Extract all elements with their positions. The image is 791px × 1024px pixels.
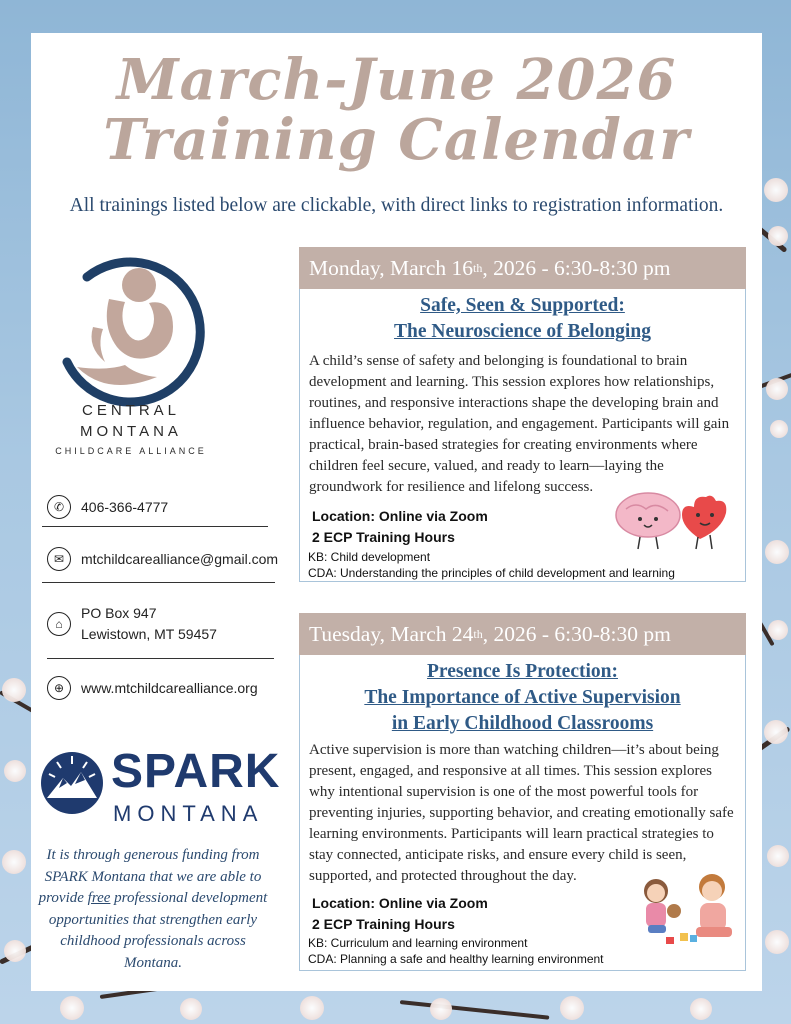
blossom bbox=[767, 845, 789, 867]
funding-statement bbox=[35, 845, 271, 974]
org-name-line2: MONTANA bbox=[80, 423, 182, 440]
blossom bbox=[765, 930, 789, 954]
page-title-line1: March-June 2026 bbox=[116, 47, 677, 113]
teacher-child-illustration-icon bbox=[636, 871, 740, 947]
mail-icon: ✉ bbox=[47, 547, 71, 571]
blossom bbox=[764, 178, 788, 202]
montana-wordmark: MONTANA bbox=[113, 801, 264, 826]
funding-text-b: professional development opportunities that strengthen early childhood professionals across Montana. bbox=[48, 890, 268, 971]
blossom bbox=[764, 720, 788, 744]
website-url: www.mtchildcarealliance.org bbox=[81, 679, 258, 696]
blossom bbox=[300, 996, 324, 1020]
divider bbox=[42, 526, 268, 527]
phone-icon: ✆ bbox=[47, 495, 71, 519]
globe-icon: ⊕ bbox=[47, 676, 71, 700]
central-montana-logo-icon bbox=[47, 247, 207, 407]
event-time: , 2026 - 6:30-8:30 pm bbox=[482, 255, 671, 280]
org-name-line3: CHILDCARE ALLIANCE bbox=[55, 446, 207, 456]
divider bbox=[42, 582, 275, 583]
page-title-line2: Training Calendar bbox=[103, 107, 690, 173]
event-2-kb: KB: Curriculum and learning environment bbox=[308, 936, 528, 950]
event-2-hours: 2 ECP Training Hours bbox=[312, 916, 455, 932]
contact-website[interactable] bbox=[47, 676, 258, 700]
phone-number: 406-366-4777 bbox=[81, 498, 169, 515]
contact-phone[interactable] bbox=[47, 495, 168, 519]
contact-address bbox=[47, 603, 217, 645]
blossom bbox=[690, 998, 712, 1020]
blossom bbox=[2, 850, 26, 874]
event-2-location: Location: Online via Zoom bbox=[312, 895, 488, 911]
event-2-title-line2[interactable]: The Importance of Active Supervision bbox=[364, 687, 681, 708]
branch bbox=[400, 1000, 550, 1020]
event-1-title-line2[interactable]: The Neuroscience of Belonging bbox=[394, 321, 651, 342]
brain-heart-illustration-icon bbox=[612, 489, 732, 551]
spark-mountain-icon bbox=[39, 750, 105, 816]
funding-emphasis: free bbox=[87, 890, 111, 906]
blossom bbox=[180, 998, 202, 1020]
event-date: Tuesday, March 24 bbox=[309, 621, 474, 646]
org-name-line1: CENTRAL bbox=[81, 402, 180, 419]
event-1-kb: KB: Child development bbox=[308, 550, 431, 564]
event-1-description: A child’s sense of safety and belonging is foundational to brain development and learning. This session explores how relationships, routines, and responsive interactions shape the developing brain and influence behavior, regulation, and engagement. Participants will gain practical, brain-based strategies for creating environments where children feel secure, valued, and ready to learn—laying the groundwork for resilience and lifelong success. bbox=[309, 353, 730, 495]
blossom bbox=[560, 996, 584, 1020]
blossom bbox=[768, 620, 788, 640]
subtitle: All trainings listed below are clickable, with direct links to registration information. bbox=[69, 195, 724, 216]
blossom bbox=[765, 540, 789, 564]
divider bbox=[47, 658, 274, 659]
event-2-title-line3[interactable]: in Early Childhood Classrooms bbox=[391, 713, 654, 734]
blossom bbox=[4, 760, 26, 782]
blossom bbox=[768, 226, 788, 246]
email-address: mtchildcarealliance@gmail.com bbox=[81, 550, 279, 567]
address-line2: Lewistown, MT 59457 bbox=[81, 626, 217, 642]
event-1-date-header: Monday, March 16 th , 2026 - 6:30-8:30 pm bbox=[299, 247, 746, 289]
event-2-date-header: Tuesday, March 24 th , 2026 - 6:30-8:30 pm bbox=[299, 613, 746, 655]
event-1-cda: CDA: Understanding the principles of child development and learning bbox=[308, 566, 675, 580]
event-1-hours: 2 ECP Training Hours bbox=[312, 529, 455, 545]
blossom bbox=[60, 996, 84, 1020]
contact-email[interactable] bbox=[47, 547, 278, 571]
event-2-cda: CDA: Planning a safe and healthy learning environment bbox=[308, 952, 604, 966]
address-line1: PO Box 947 bbox=[81, 605, 157, 621]
home-icon: ⌂ bbox=[47, 612, 71, 636]
event-date: Monday, March 16 bbox=[309, 255, 474, 280]
event-2-description: Active supervision is more than watching children—it’s about being present, engaged, and responsive at all times. This session explores why intentional supervision is one of the most powerful tools for preventing injuries, supporting behavior, and creating emotionally safe learning environments. Participants will learn practical strategies to stay connected, anticipate risks, and ensure every child is seen, supported, and protected throughout the day. bbox=[309, 742, 734, 884]
event-1-card[interactable] bbox=[299, 289, 746, 582]
funding-text-a: It is through generous funding from SPARK Montana that we are able to provide bbox=[38, 847, 262, 906]
spark-montana-logo bbox=[39, 746, 279, 836]
spark-wordmark: SPARK bbox=[111, 745, 281, 798]
event-1-location: Location: Online via Zoom bbox=[312, 508, 488, 524]
event-time: , 2026 - 6:30-8:30 pm bbox=[482, 621, 671, 646]
blossom bbox=[2, 678, 26, 702]
event-2-card[interactable] bbox=[299, 655, 746, 971]
flyer-sheet bbox=[31, 33, 762, 991]
blossom bbox=[430, 998, 452, 1020]
blossom bbox=[766, 378, 788, 400]
event-2-title-line1[interactable]: Presence Is Protection: bbox=[427, 661, 618, 682]
blossom bbox=[4, 940, 26, 962]
event-1-title-line1[interactable]: Safe, Seen & Supported: bbox=[420, 295, 625, 316]
blossom bbox=[770, 420, 788, 438]
